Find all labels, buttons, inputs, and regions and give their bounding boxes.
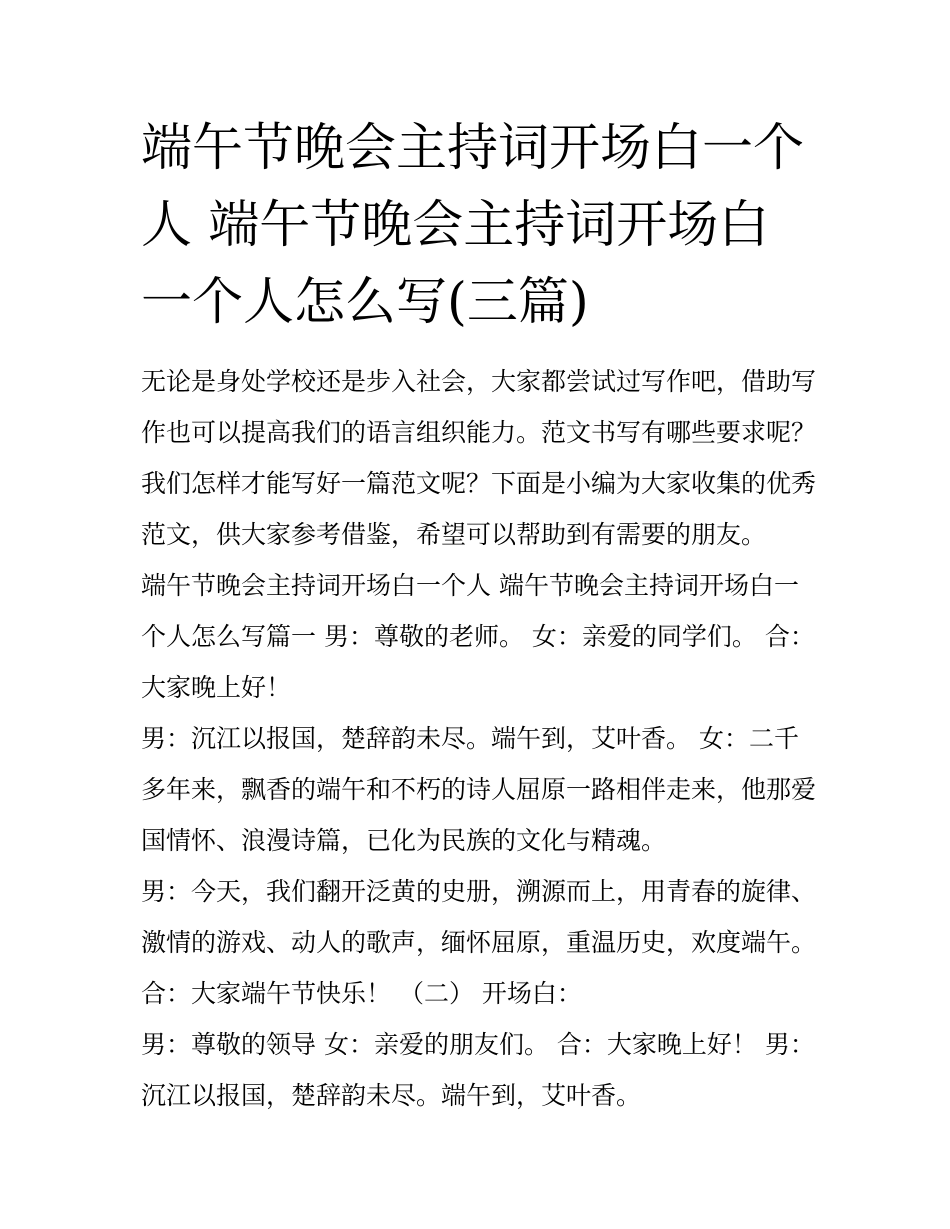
paragraph-dialogue-1: 男：沉江以报国，楚辞韵未尽。端午到，艾叶香。 女：二千多年来，飘香的端午和不朽的诗人屈原一路相伴走来，他那爱国情怀、浪漫诗篇，已化为民族的文化与精魂。 [141,724,817,855]
document-title: 端午节晚会主持词开场白一个人 端午节晚会主持词开场白一个人怎么写(三篇) [141,119,805,332]
intro-paragraph: 无论是身处学校还是步入社会，大家都尝试过写作吧，借助写作也可以提高我们的语言组织能力。范文书写有哪些要求呢？我们怎样才能写好一篇范文呢？下面是小编为大家收集的优秀范文，供大家参考借鉴，希望可以帮助到有需要的朋友。 [141,367,817,549]
document-body [141,110,816,1121]
paragraph-opening: 端午节晚会主持词开场白一个人 端午节晚会主持词开场白一个人怎么写篇一 男：尊敬的老师。 女：亲爱的同学们。 合：大家晚上好！ [141,571,815,702]
paragraph-dialogue-3: 合：大家端午节快乐！ （二） 开场白： [141,979,582,1008]
paragraph-dialogue-4: 男：尊敬的领导 女：亲爱的朋友们。 合：大家晚上好！ 男：沉江以报国，楚辞韵未尽。端午到，艾叶香。 [141,1030,815,1110]
paragraph-dialogue-2: 男：今天，我们翻开泛黄的史册，溯源而上，用青春的旋律、激情的游戏、动人的歌声，缅怀屈原，重温历史，欢度端午。 [141,877,817,957]
